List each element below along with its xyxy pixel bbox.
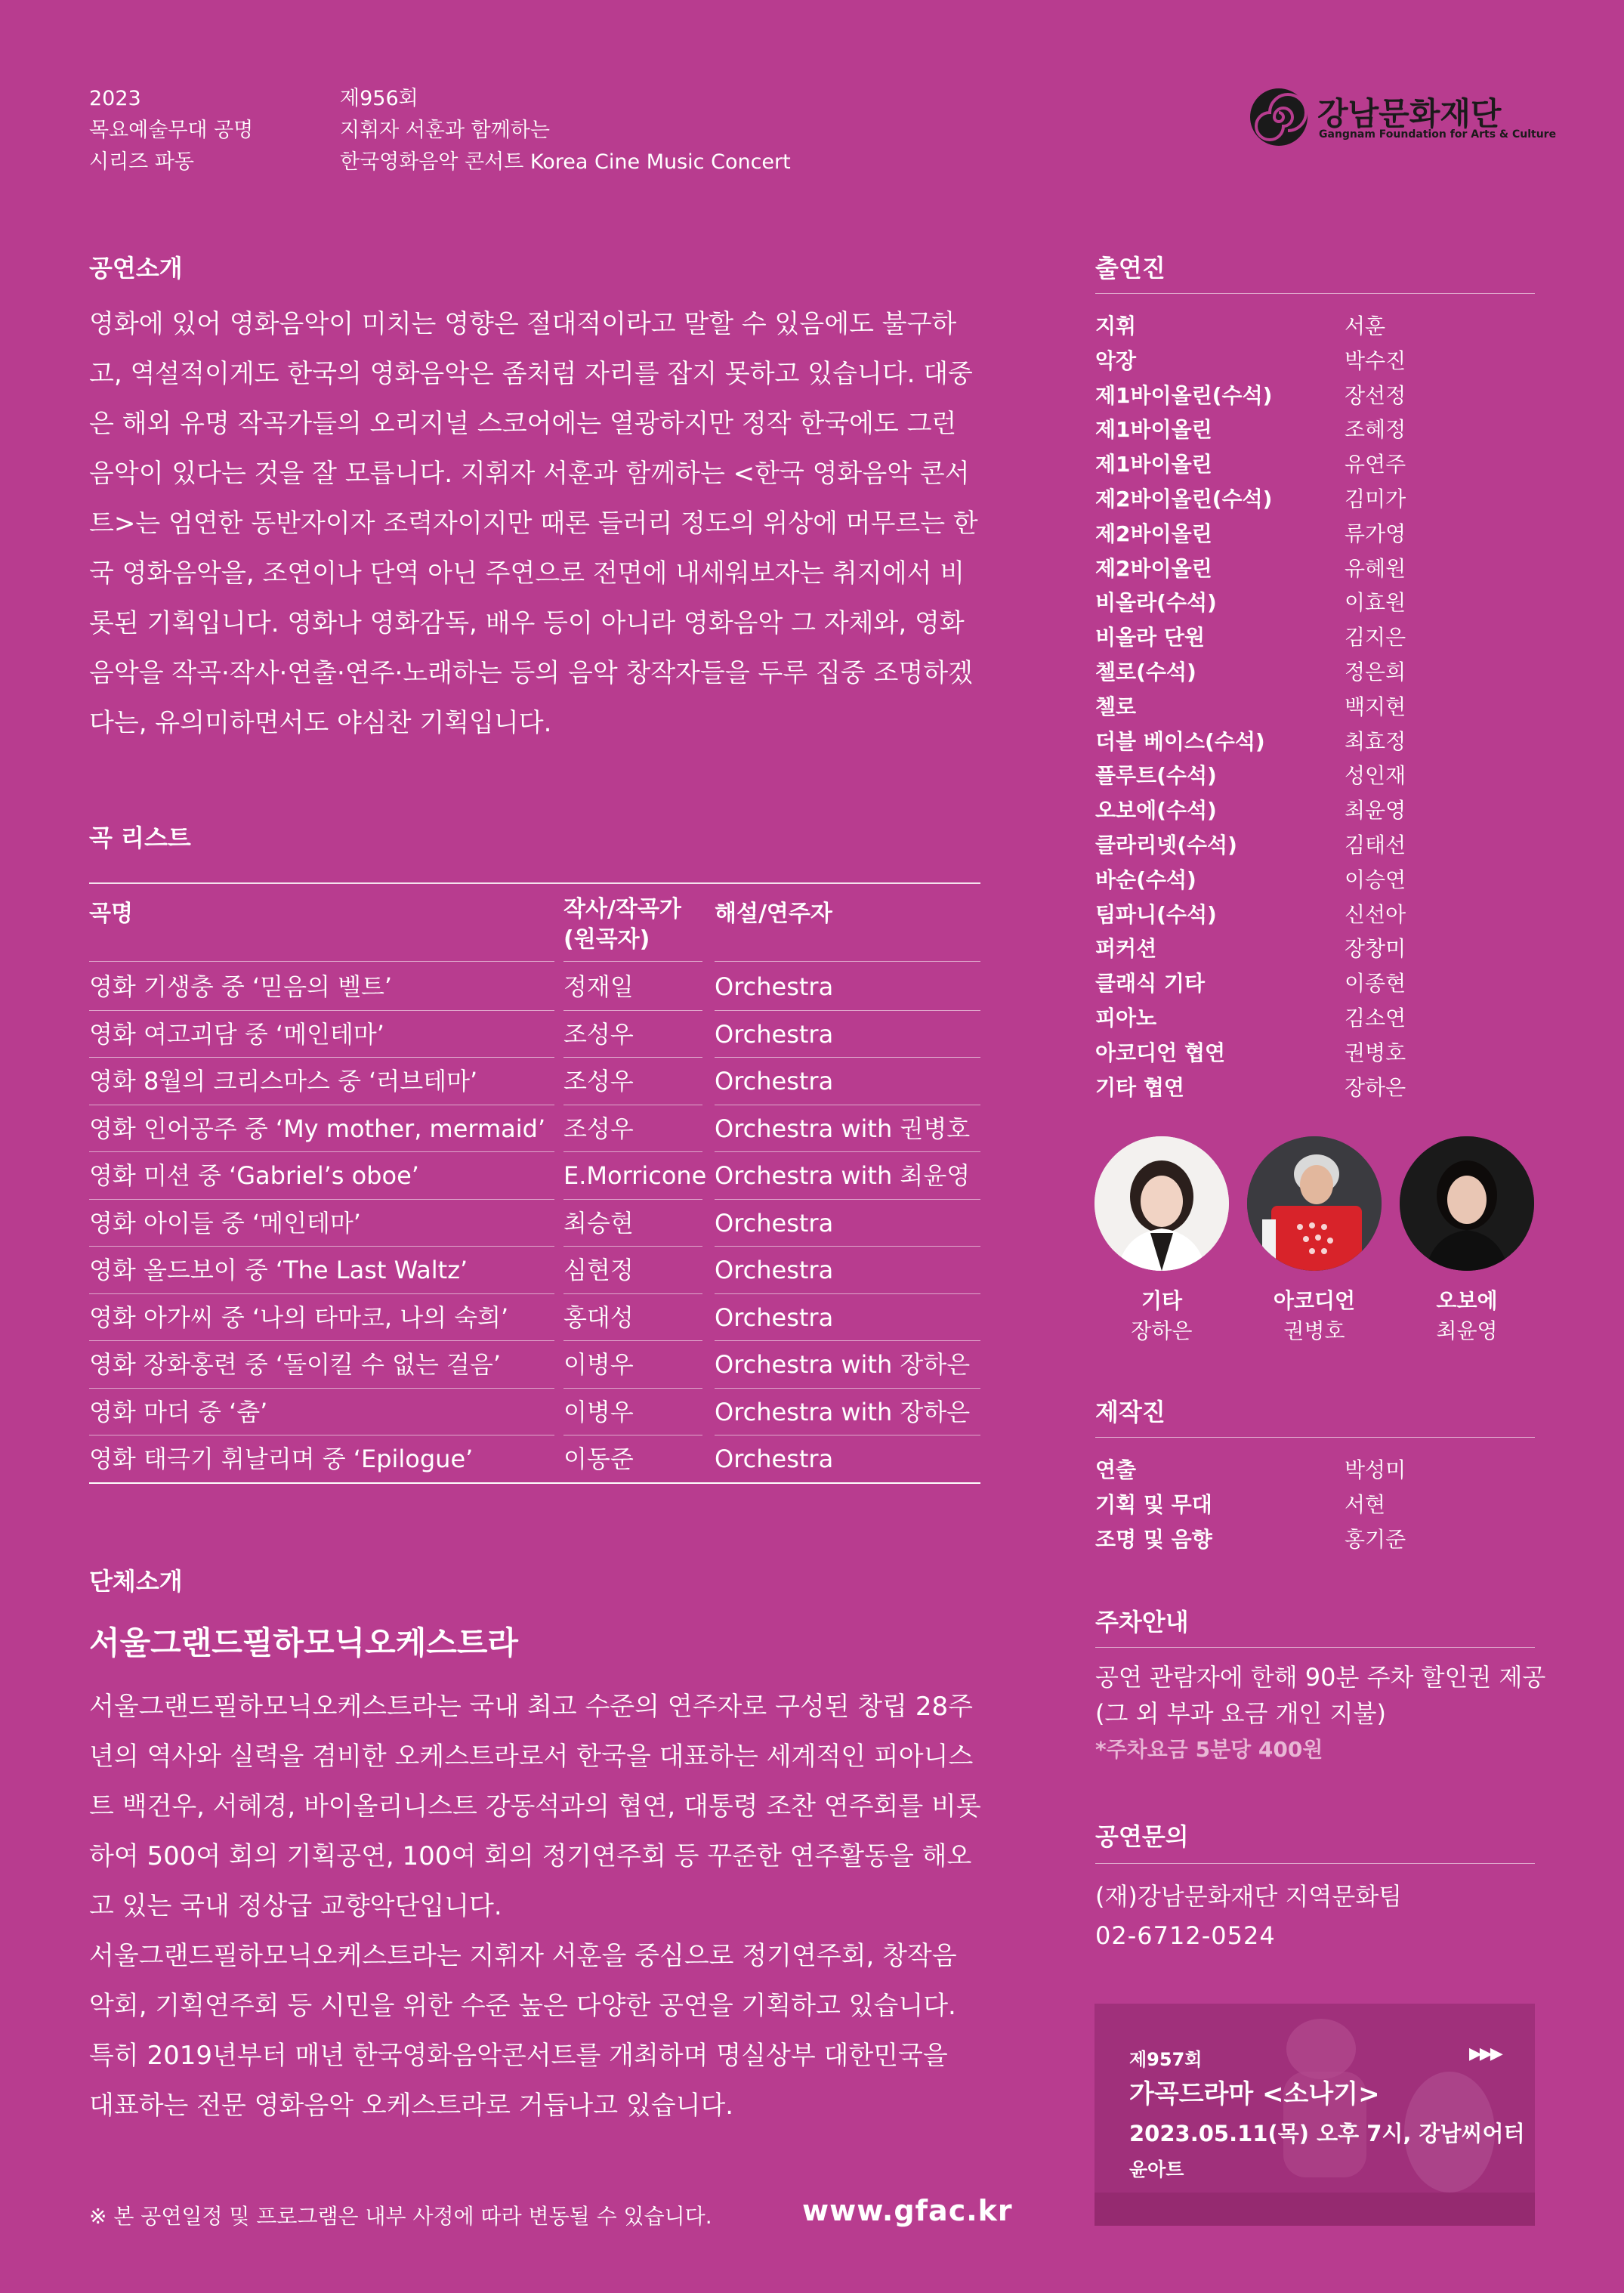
next-title: 가곡드라마 <소나기> [1129, 2079, 1380, 2109]
cast-role: 제2바이올린 [1095, 521, 1212, 546]
cast-role: 바순(수석) [1095, 867, 1196, 892]
cast-name: 김소연 [1345, 1006, 1406, 1031]
cast-member [1095, 864, 1533, 898]
cast-role: 피아노 [1095, 1006, 1157, 1031]
song-name: 영화 기생충 중 ‘믿음의 벨트’ [89, 972, 393, 1001]
intro-line: 은 해외 유명 작곡가들의 오리지널 스코어에는 열광하지만 정작 한국에도 그런 [89, 409, 957, 439]
inquiry-info [1095, 1877, 1548, 1955]
cast-name: 서훈 [1345, 314, 1386, 338]
cast-name: 성인재 [1345, 763, 1406, 789]
song-row-divider [715, 1340, 980, 1341]
song-row-divider [563, 1151, 702, 1152]
song-name: 영화 태극기 휘날리며 중 ‘Epilogue’ [89, 1445, 474, 1473]
banner-background-photo-icon [1095, 2004, 1535, 2226]
cast-name: 김미가 [1345, 487, 1406, 511]
song-header-composer [563, 895, 681, 955]
staff-member [1095, 1523, 1533, 1558]
cast-name: 정은희 [1345, 660, 1406, 685]
intro-line: 트>는 엄연한 동반자이자 조력자이지만 때론 들러리 정도의 위상에 머무르는 한 [89, 508, 978, 539]
song-table-top-rule [89, 882, 980, 884]
cast-role: 아코디언 협연 [1095, 1040, 1226, 1065]
intro-line: 롯된 기획입니다. 영화나 영화감독, 배우 등이 아니라 영화음악 그 자체와, 영화 [89, 608, 965, 638]
cast-name: 백지현 [1345, 694, 1406, 719]
next-performance-banner[interactable] [1095, 2004, 1535, 2226]
cast-name: 권병호 [1345, 1040, 1406, 1065]
staff-role: 연출 [1095, 1457, 1137, 1482]
cast-member [1095, 586, 1533, 621]
avatar-guitar [1095, 1136, 1229, 1271]
cast-title: 출연진 [1095, 254, 1166, 283]
cast-role: 팀파니(수석) [1095, 901, 1217, 927]
parking-info [1095, 1659, 1548, 1768]
song-row-divider [89, 1482, 980, 1484]
group-line: 년의 역사와 실력을 겸비한 오케스트라로서 한국을 대표하는 세계적인 피아니스 [89, 1741, 974, 1772]
next-group: 윤아트 [1129, 2159, 1184, 2180]
cast-name: 최효정 [1345, 728, 1406, 754]
cast-role: 제1바이올린(수석) [1095, 382, 1273, 408]
staff-role: 기획 및 무대 [1095, 1492, 1212, 1517]
cast-name: 장창미 [1345, 936, 1406, 962]
cast-name: 신선아 [1345, 901, 1406, 927]
song-row-divider [89, 1057, 554, 1058]
cast-name: 이승연 [1345, 867, 1406, 892]
song-row-divider [89, 1010, 554, 1011]
song-row-divider [563, 1388, 702, 1389]
cast-name: 최윤영 [1345, 798, 1406, 824]
next-number: 제957회 [1129, 2049, 1203, 2070]
featured-oboe [1384, 1284, 1550, 1345]
cast-member [1095, 518, 1533, 552]
cast-member [1095, 691, 1533, 725]
group-line: 하여 500여 회의 기획공연, 100여 회의 정기연주회 등 꾸준한 연주활동을 해오 [89, 1841, 972, 1871]
song-performer: Orchestra with 권병호 [715, 1114, 971, 1143]
cast-role: 제1바이올린 [1095, 452, 1212, 477]
song-row-divider [89, 1388, 554, 1389]
staff-name: 박성미 [1345, 1457, 1406, 1482]
parking-title: 주차안내 [1095, 1608, 1189, 1636]
cast-member [1095, 1037, 1533, 1071]
cast-member [1095, 1071, 1533, 1106]
next-date: 2023.05.11(목) 오후 7시, 강남씨어터 [1129, 2121, 1525, 2146]
cast-member [1095, 967, 1533, 1002]
song-name: 영화 8월의 크리스마스 중 ‘러브테마’ [89, 1067, 478, 1096]
song-composer: 홍대성 [563, 1303, 634, 1332]
song-name: 영화 아이들 중 ‘메인테마’ [89, 1208, 361, 1238]
group-name: 서울그랜드필하모닉오케스트라 [89, 1624, 519, 1661]
cast-name: 박수진 [1345, 348, 1406, 373]
header-program [340, 83, 1020, 178]
staff-member [1095, 1454, 1533, 1488]
intro-line: 국 영화음악을, 조연이나 단역 아닌 주연으로 전면에 내세워보자는 취지에서 비 [89, 558, 965, 589]
avatar-accordion [1247, 1136, 1382, 1271]
cast-role: 플루트(수석) [1095, 763, 1217, 789]
song-composer: 조성우 [563, 1114, 634, 1143]
footer-notice: ※ 본 공연일정 및 프로그램은 내부 사정에 따라 변동될 수 있습니다. [89, 2204, 712, 2229]
song-row-divider [89, 1151, 554, 1152]
featured-accordion-name: 권병호 [1283, 1318, 1345, 1343]
intro-line: 음악을 작곡·작사·연출·연주·노래하는 등의 음악 창작자들을 두루 집중 조명하겠 [89, 658, 973, 688]
group-line: 서울그랜드필하모닉오케스트라는 지휘자 서훈을 중심으로 정기연주회, 창작음 [89, 1941, 957, 1971]
header-subtitle: 지휘자 서훈과 함께하는 [340, 119, 550, 142]
staff-title: 제작진 [1095, 1398, 1166, 1426]
header-episode: 제956회 [340, 87, 418, 110]
cast-name: 조혜정 [1345, 417, 1406, 443]
cast-member [1095, 379, 1533, 414]
group-line: 트 백건우, 서혜경, 바이올리니스트 강동석과의 협연, 대통령 조찬 연주회를 비롯 [89, 1791, 981, 1822]
cast-role: 비올라 단원 [1095, 625, 1205, 651]
song-composer: E.Morricone [563, 1161, 707, 1190]
guitarist-photo-icon [1095, 1136, 1229, 1271]
intro-title: 공연소개 [89, 254, 183, 283]
logo[interactable] [1248, 86, 1557, 148]
song-row-divider [715, 1246, 980, 1247]
cast-role: 제2바이올린 [1095, 555, 1212, 581]
cast-member [1095, 656, 1533, 691]
song-header-rule [715, 961, 980, 962]
parking-rule [1095, 1647, 1535, 1648]
song-row-divider [89, 1246, 554, 1247]
staff-member [1095, 1488, 1533, 1523]
song-name: 영화 마더 중 ‘춤’ [89, 1397, 268, 1426]
staff-role: 조명 및 음향 [1095, 1527, 1212, 1552]
cast-member [1095, 448, 1533, 483]
group-line: 서울그랜드필하모닉오케스트라는 국내 최고 수준의 연주자로 구성된 창립 28주 [89, 1692, 973, 1722]
cast-member [1095, 621, 1533, 656]
logo-subtext: Gangnam Foundation for Arts & Culture [1319, 128, 1557, 141]
cast-role: 첼로(수석) [1095, 660, 1196, 685]
cast-rule [1095, 293, 1535, 294]
song-row-divider [89, 1340, 554, 1341]
cast-member [1095, 898, 1533, 933]
song-performer: Orchestra with 최윤영 [715, 1161, 971, 1190]
cast-role: 더블 베이스(수석) [1095, 728, 1265, 754]
cast-name: 이효원 [1345, 590, 1406, 616]
song-header-rule [563, 961, 702, 962]
group-line: 고 있는 국내 정상급 교향악단입니다. [89, 1891, 502, 1921]
song-performer: Orchestra [715, 1208, 834, 1238]
cast-role: 클라리넷(수석) [1095, 833, 1237, 858]
parking-note: *주차요금 5분당 400원 [1095, 1737, 1323, 1762]
group-line: 대표하는 전문 영화음악 오케스트라로 거듭나고 있습니다. [89, 2091, 734, 2121]
cast-name: 장하은 [1345, 1074, 1406, 1100]
song-composer: 이병우 [563, 1397, 634, 1426]
staff-name: 서현 [1345, 1492, 1386, 1517]
intro-line: 다는, 유의미하면서도 야심찬 기획입니다. [89, 708, 552, 738]
song-list-title: 곡 리스트 [89, 824, 191, 852]
song-row-divider [715, 1199, 980, 1200]
song-performer: Orchestra [715, 1067, 834, 1096]
song-name: 영화 장화홍련 중 ‘돌이킬 수 없는 걸음’ [89, 1350, 502, 1379]
song-performer: Orchestra with 장하은 [715, 1397, 971, 1426]
header-series-sub: 시리즈 파동 [89, 150, 194, 174]
intro-body [89, 299, 988, 748]
song-row-divider [715, 1057, 980, 1058]
song-row-divider [89, 1199, 554, 1200]
logo-text: 강남문화재단 [1317, 95, 1502, 132]
song-row-divider [563, 1010, 702, 1011]
cast-role: 기타 협연 [1095, 1074, 1184, 1100]
song-composer: 정재일 [563, 972, 634, 1001]
next-arrows-icon[interactable]: ▶▶▶ [1469, 2044, 1501, 2063]
cast-name: 류가영 [1345, 521, 1406, 546]
group-body [89, 1682, 988, 2131]
song-row-divider [563, 1340, 702, 1341]
song-name: 영화 인어공주 중 ‘My mother, mermaid’ [89, 1114, 546, 1143]
header-series [89, 83, 316, 178]
song-performer: Orchestra [715, 1445, 834, 1473]
cast-member [1095, 552, 1533, 587]
cast-member [1095, 413, 1533, 448]
song-composer: 이동준 [563, 1445, 634, 1473]
featured-guitar-name: 장하은 [1131, 1318, 1193, 1343]
song-performer: Orchestra [715, 1256, 834, 1284]
cast-member [1095, 759, 1533, 794]
cast-member [1095, 794, 1533, 829]
cast-member [1095, 310, 1533, 345]
song-name: 영화 여고괴담 중 ‘메인테마’ [89, 1019, 384, 1049]
song-name: 영화 아가씨 중 ‘나의 타마코, 나의 숙희’ [89, 1303, 509, 1332]
cast-member [1095, 1002, 1533, 1037]
cast-member [1095, 932, 1533, 967]
inquiry-title: 공연문의 [1095, 1822, 1189, 1851]
featured-oboe-name: 최윤영 [1436, 1318, 1498, 1343]
cast-role: 클래식 기타 [1095, 971, 1205, 997]
song-name: 영화 올드보이 중 ‘The Last Waltz’ [89, 1256, 468, 1284]
song-row-divider [715, 1010, 980, 1011]
group-line: 특히 2019년부터 매년 한국영화음악콘서트를 개최하며 명실상부 대한민국을 [89, 2041, 948, 2071]
parking-line-2: (그 외 부과 요금 개인 지불) [1095, 1699, 1386, 1728]
cast-role: 비올라(수석) [1095, 590, 1217, 616]
song-row-divider [715, 1293, 980, 1294]
cast-name: 유혜원 [1345, 555, 1406, 581]
song-name: 영화 미션 중 ‘Gabriel’s oboe’ [89, 1161, 419, 1190]
song-header-composer-1: 작사/작곡가 [563, 896, 681, 922]
cast-role: 제2바이올린(수석) [1095, 487, 1273, 511]
song-composer: 이병우 [563, 1350, 634, 1379]
cast-name: 장선정 [1345, 382, 1406, 408]
inquiry-phone[interactable]: 02-6712-0524 [1095, 1921, 1276, 1950]
song-performer: Orchestra [715, 972, 834, 1001]
song-header-composer-2: (원곡자) [563, 926, 650, 953]
cast-role: 제1바이올린 [1095, 417, 1212, 443]
cast-member [1095, 345, 1533, 379]
parking-line-1: 공연 관람자에 한해 90분 주차 할인권 제공 [1095, 1663, 1546, 1692]
header-year: 2023 [89, 87, 141, 110]
song-row-divider [563, 1246, 702, 1247]
accordionist-photo-icon [1247, 1136, 1382, 1271]
cast-member [1095, 725, 1533, 760]
featured-accordion [1231, 1284, 1397, 1345]
song-composer: 최승현 [563, 1208, 634, 1238]
song-composer: 조성우 [563, 1067, 634, 1096]
inquiry-rule [1095, 1863, 1535, 1864]
cast-role: 지휘 [1095, 314, 1137, 338]
staff-name: 홍기준 [1345, 1527, 1406, 1552]
cast-name: 김태선 [1345, 833, 1406, 858]
song-header-rule [89, 961, 554, 962]
featured-guitar [1079, 1284, 1245, 1345]
oboist-photo-icon [1400, 1136, 1534, 1271]
song-row-divider [715, 1388, 980, 1389]
avatar-oboe [1400, 1136, 1534, 1271]
group-title: 단체소개 [89, 1567, 183, 1596]
cast-role: 오보에(수석) [1095, 798, 1217, 824]
featured-oboe-role: 오보에 [1436, 1288, 1498, 1313]
intro-line: 음악이 있다는 것을 잘 모릅니다. 지휘자 서훈과 함께하는 <한국 영화음악 콘서 [89, 459, 970, 489]
intro-line: 고, 역설적이게도 한국의 영화음악은 좀처럼 자리를 잡지 못하고 있습니다. 대중 [89, 359, 973, 389]
song-header-name: 곡명 [89, 901, 133, 927]
song-row-divider [563, 1057, 702, 1058]
group-line: 악회, 기획연주회 등 시민을 위한 수준 높은 다양한 공연을 기획하고 있습니다. [89, 1991, 956, 2021]
song-header-performer: 해설/연주자 [715, 901, 832, 927]
song-row-divider [563, 1199, 702, 1200]
cast-member [1095, 829, 1533, 864]
song-composer: 조성우 [563, 1019, 634, 1049]
cast-member [1095, 483, 1533, 518]
intro-line: 영화에 있어 영화음악이 미치는 영향은 절대적이라고 말할 수 있음에도 불구하 [89, 309, 957, 339]
logo-swirl-icon [1248, 86, 1310, 148]
cast-name: 유연주 [1345, 452, 1406, 477]
featured-accordion-role: 아코디언 [1273, 1288, 1356, 1313]
cast-role: 퍼커션 [1095, 936, 1157, 962]
song-performer: Orchestra [715, 1019, 834, 1049]
inquiry-org: (재)강남문화재단 지역문화팀 [1095, 1882, 1403, 1911]
cast-role: 악장 [1095, 348, 1137, 373]
song-row-divider [563, 1293, 702, 1294]
song-performer: Orchestra with 장하은 [715, 1350, 971, 1379]
song-composer: 심현정 [563, 1256, 634, 1284]
footer-url[interactable]: www.gfac.kr [802, 2194, 1013, 2227]
cast-name: 이종현 [1345, 971, 1406, 997]
staff-rule [1095, 1437, 1535, 1438]
cast-name: 김지은 [1345, 625, 1406, 651]
song-row-divider [715, 1151, 980, 1152]
cast-role: 첼로 [1095, 694, 1137, 719]
song-row-divider [89, 1293, 554, 1294]
header-title: 한국영화음악 콘서트 Korea Cine Music Concert [340, 150, 791, 174]
song-performer: Orchestra [715, 1303, 834, 1332]
header-series-name: 목요예술무대 공명 [89, 119, 254, 142]
featured-guitar-role: 기타 [1141, 1288, 1183, 1313]
